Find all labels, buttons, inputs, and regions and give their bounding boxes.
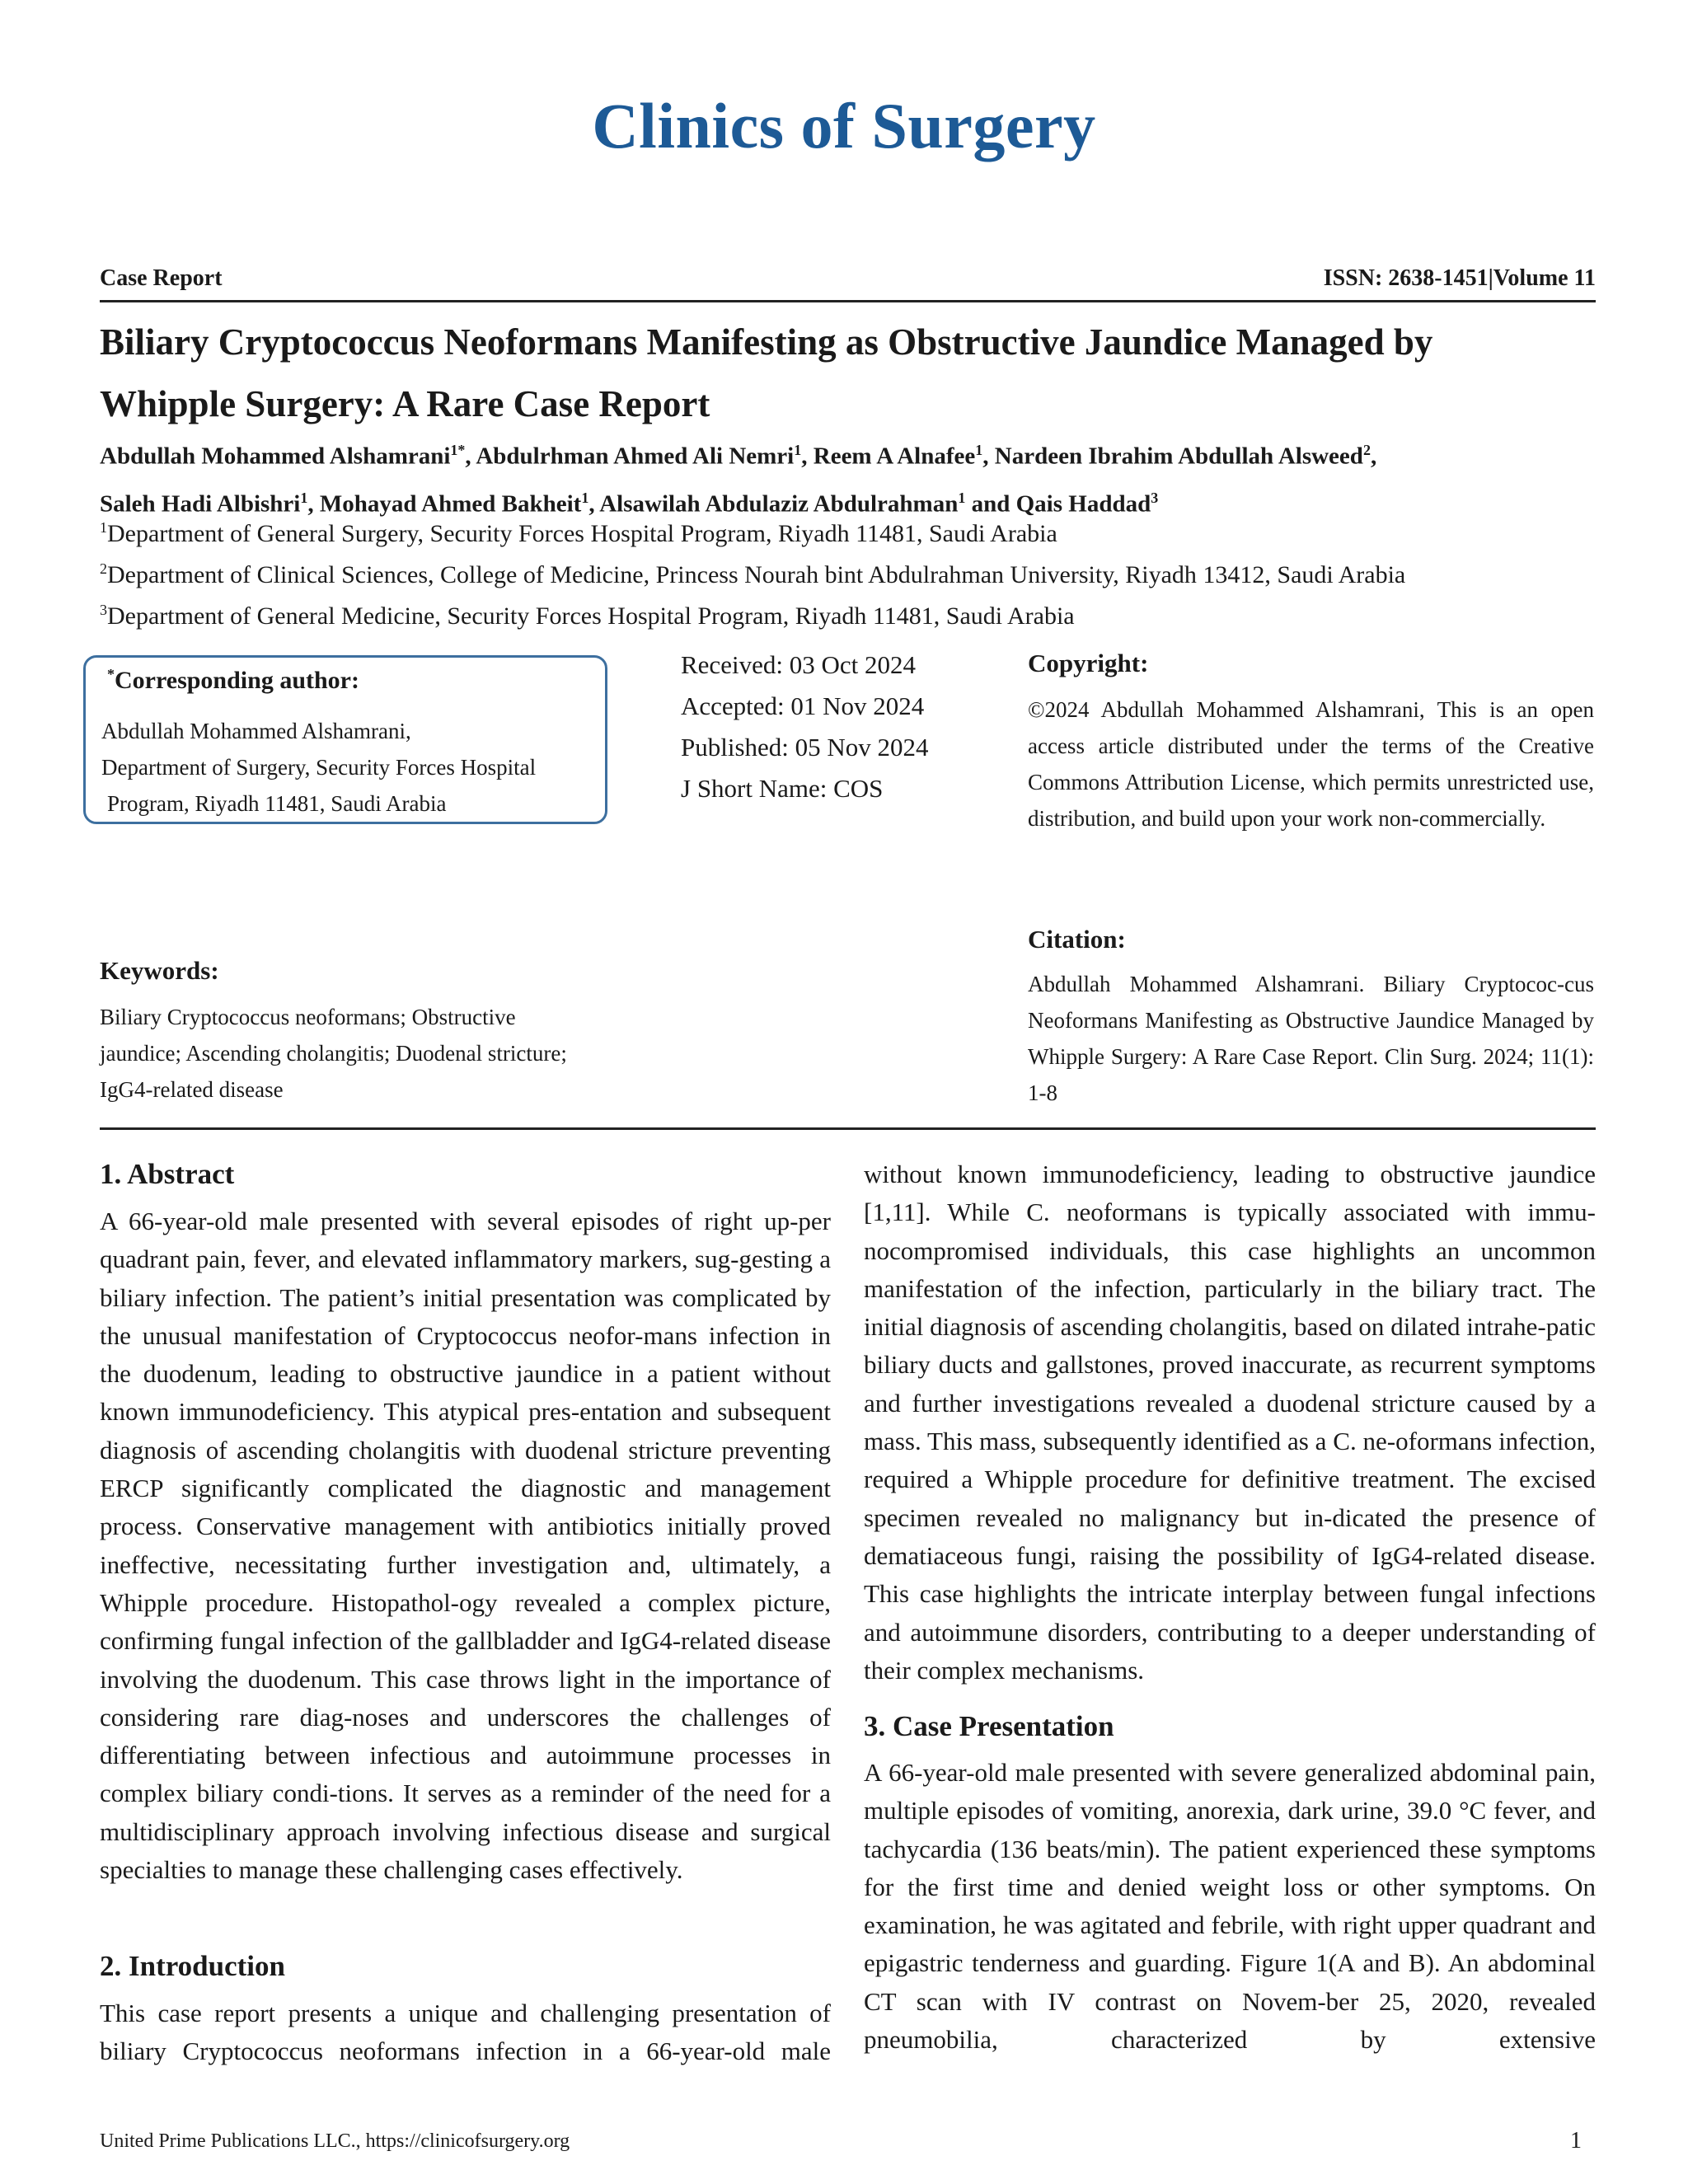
citation-text: Abdullah Mohammed Alshamrani. Biliary Cryptococ-cus Neoformans Manifesting as Obstructive Jaundice Managed by Whipple Surgery: A Rare Case Report. Clin Surg. 2024; 11(1): 1-8 bbox=[1028, 972, 1594, 1105]
author-affiliation-mark: 3 bbox=[1151, 489, 1159, 506]
published-date: Published: 05 Nov 2024 bbox=[681, 733, 929, 762]
author-name: Abdulrhman Ahmed Ali Nemri bbox=[476, 443, 795, 470]
introduction-text-left: This case report presents a unique and challenging presentation of biliary Cryptococcus neoformans infection in a 66-year-old male bbox=[100, 1999, 831, 2066]
corresponding-author-label: *Corresponding author: bbox=[107, 666, 359, 694]
section-rule bbox=[100, 1127, 1596, 1130]
author-affiliation-mark: 2 bbox=[1362, 442, 1371, 458]
author-name: Mohayad Ahmed Bakheit bbox=[319, 490, 582, 518]
author-affiliation-mark: 1* bbox=[450, 442, 466, 458]
journal-title: Clinics of Surgery bbox=[592, 90, 1096, 162]
case-presentation-heading: 3. Case Presentation bbox=[864, 1710, 1114, 1742]
issn-volume: ISSN: 2638-1451|Volume 11 bbox=[1323, 265, 1596, 291]
author-affiliation-mark: 1 bbox=[958, 489, 966, 506]
article-title-line-1: Biliary Cryptococcus Neoformans Manifesting as Obstructive Jaundice Managed by bbox=[100, 321, 1433, 363]
introduction-heading: 2. Introduction bbox=[100, 1950, 285, 1982]
author-name: Abdullah Mohammed Alshamrani bbox=[100, 443, 451, 470]
article-title bbox=[100, 312, 1608, 435]
introduction-text-right: without known immunodeficiency, leading to obstructive jaundice [1,11]. While C. neoformans is typically associated with immu-nocompromised individuals, this case highlights an uncommon manifestation of the infection, particularly in the biliary tract. The initial diagnosis of ascending cholangitis, based on dilated intrahe-patic biliary ducts and gallstones, proved inaccurate, as recurrent symptoms and further investigations revealed a duodenal stricture caused by a mass. This mass, subsequently identified as a C. ne-oformans infection, required a Whipple procedure for definitive treatment. The excised specimen revealed no malignancy but in-dicated the presence of dematiaceous fungi, raising the possibility of IgG4-related disease. This case highlights the intricate interplay between fungal infections and autoimmune disorders, contributing to a deeper understanding of their complex mechanisms. bbox=[864, 1160, 1596, 1685]
affiliation-2: $^2$Department of Clinical Sciences, College of Medicine, Princess Nourah bint Abdulrahman University, Riyadh 13412, Saudi Arabia bbox=[100, 560, 1406, 588]
footer-publisher: United Prime Publications LLC., https://clinicofsurgery.org bbox=[100, 2130, 570, 2152]
keywords-text: Biliary Cryptococcus neoformans; Obstructive jaundice; Ascending cholangitis; Duodenal stricture; IgG4-related disease bbox=[100, 1005, 567, 1102]
affiliation-3: $^3$Department of General Medicine, Security Forces Hospital Program, Riyadh 11481, Saudi Arabia bbox=[100, 602, 1075, 630]
abstract-heading: 1. Abstract bbox=[100, 1158, 235, 1190]
corresponding-author-line: Program, Riyadh 11481, Saudi Arabia bbox=[107, 791, 447, 816]
corresponding-author-line: Abdullah Mohammed Alshamrani, bbox=[101, 719, 411, 743]
author-name: Saleh Hadi Albishri bbox=[100, 490, 301, 518]
abstract-text: A 66-year-old male presented with several episodes of right up-per quadrant pain, fever, and elevated inflammatory markers, sug-gesting a biliary infection. The patient’s initial presentation was complicated by the unusual manifestation of Cryptococcus neofor-mans infection in the duodenum, leading to obstructive jaundice in a patient without known immunodeficiency. This atypical pres-entation and subsequent diagnosis of ascending cholangitis with duodenal stricture preventing ERCP significantly complicated the diagnostic and management process. Conservative management with antibiotics initially proved ineffective, necessitating further investigation and, ultimately, a Whipple procedure. Histopathol-ogy revealed a complex picture, confirming fungal infection of the gallbladder and IgG4-related disease involving the duodenum. This case throws light in the importance of considering rare diag-noses and underscores the challenges of differentiating between infectious and autoimmune processes in complex biliary condi-tions. It serves as a reminder of the need for a multidisciplinary approach involving infectious disease and surgical specialties to manage these challenging cases effectively. bbox=[100, 1207, 831, 1885]
author-name: Alsawilah Abdulaziz Abdulrahman bbox=[599, 490, 959, 518]
copyright-label: Copyright: bbox=[1028, 649, 1149, 677]
author-affiliation-mark: 1 bbox=[581, 489, 589, 506]
author-name: Nardeen Ibrahim Abdullah Alsweed bbox=[994, 443, 1363, 470]
author-affiliation-mark: 1 bbox=[300, 489, 308, 506]
header-rule bbox=[100, 300, 1596, 302]
received-date: Received: 03 Oct 2024 bbox=[681, 650, 916, 679]
author-name: Qais Haddad bbox=[1015, 490, 1151, 518]
author-list: Abdullah Mohammed Alshamrani$^{1*}$, Abdulrhman Ahmed Ali Nemri$^1$, Reem A Alnafee$^1$, Nardeen Ibrahim Abdullah Alsweed$^2$, Saleh Hadi Albishri$^1$, Mohayad Ahmed Bakheit$^1$, Alsawilah Abdulaziz Abdulrahman$^1$ and Qais Haddad$^3$ bbox=[100, 442, 1377, 518]
copyright-text: ©2024 Abdullah Mohammed Alshamrani, This is an open access article distributed under the terms of the Creative Commons Attribution License, which permits unrestricted use, distribution, and build upon your work non-commercially. bbox=[1028, 697, 1594, 831]
citation-label: Citation: bbox=[1028, 925, 1126, 954]
journal-short-name: J Short Name: COS bbox=[681, 774, 884, 803]
author-affiliation-mark: 1 bbox=[794, 442, 802, 458]
author-affiliation-mark: 1 bbox=[975, 442, 983, 458]
author-name: Reem A Alnafee bbox=[813, 443, 976, 470]
keywords-label: Keywords: bbox=[100, 956, 219, 985]
article-type: Case Report bbox=[100, 265, 223, 291]
affiliation-1: $^1$Department of General Surgery, Security Forces Hospital Program, Riyadh 11481, Saudi Arabia bbox=[100, 519, 1057, 547]
article-title-line-2: Whipple Surgery: A Rare Case Report bbox=[100, 383, 710, 424]
corresponding-author-line: Department of Surgery, Security Forces Hospital bbox=[101, 755, 537, 780]
case-presentation-text: A 66-year-old male presented with severe generalized abdominal pain, multiple episodes of vomiting, anorexia, dark urine, 39.0 °C fever, and tachycardia (136 beats/min). The patient experienced these symptoms for the first time and denied weight loss or other symptoms. On examination, he was agitated and febrile, with right upper quadrant and epigastric tenderness and guarding. Figure 1(A and B). An abdominal CT scan with IV contrast on Novem-ber 25, 2020, revealed pneumobilia, characterized by extensive bbox=[864, 1758, 1596, 2055]
page-number: 1 bbox=[1570, 2128, 1582, 2154]
accepted-date: Accepted: 01 Nov 2024 bbox=[681, 691, 925, 720]
